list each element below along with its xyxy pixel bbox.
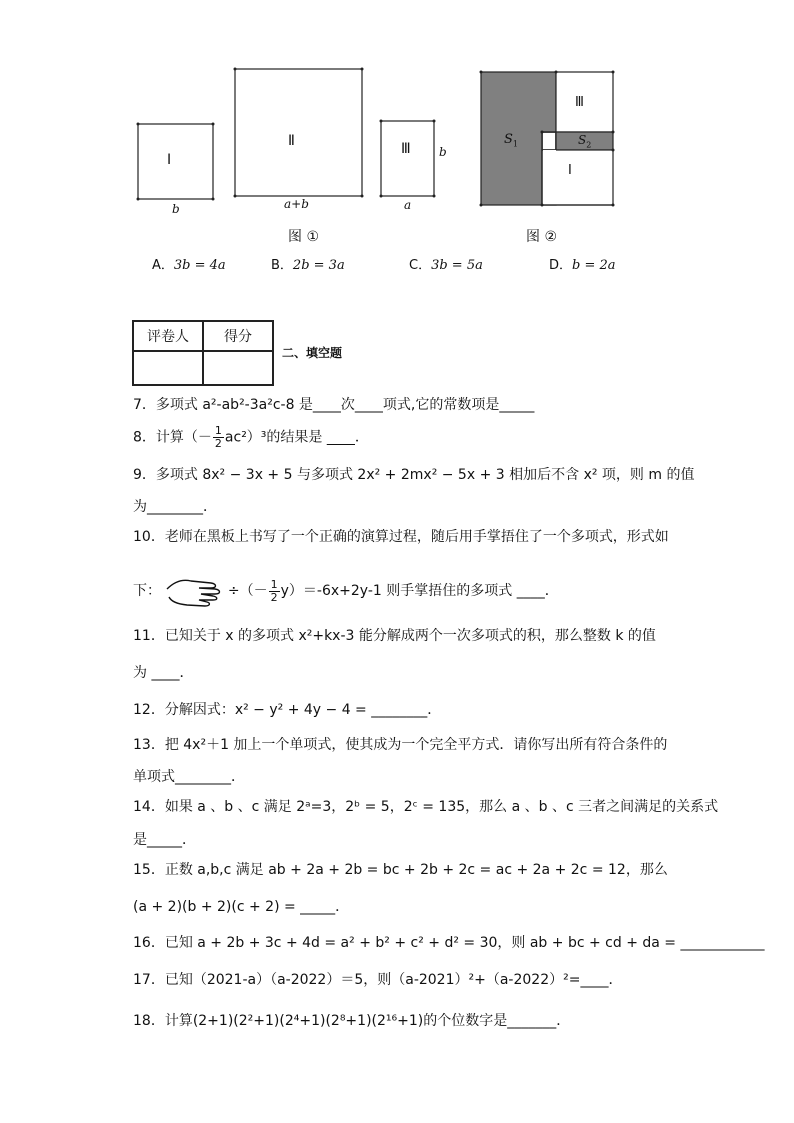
- score-cell[interactable]: [203, 351, 273, 385]
- side-b-right-label: b: [439, 145, 447, 159]
- option-d[interactable]: D．b = 2a: [549, 258, 616, 273]
- figure-two-caption: 图 ②: [526, 229, 558, 245]
- question-7: 7．多项式 a²-ab²-3a²c-8 是____次____项式,它的常数项是_____: [133, 397, 535, 413]
- figures-diagram: [0, 0, 794, 240]
- fig2-one-label: Ⅰ: [568, 163, 572, 178]
- question-15-line2: (a + 2)(b + 2)(c + 2) = _____．: [133, 899, 350, 915]
- side-b-label: b: [172, 202, 180, 216]
- question-14-line1: 14．如果 a 、b 、c 满足 2ᵃ=3，2ᵇ = 5，2ᶜ = 135，那么 a 、b 、c 三者之间满足的关系式: [133, 799, 719, 815]
- question-16: 16．已知 a + 2b + 3c + 4d = a² + b² + c² + d² = 30，则 ab + bc + cd + da = ____________: [133, 935, 765, 951]
- score-header: 得分: [203, 321, 273, 351]
- square-two-label: Ⅱ: [288, 133, 295, 149]
- question-10-line1: 10．老师在黑板上书写了一个正确的演算过程，随后用手掌捂住了一个多项式，形式如: [133, 529, 669, 545]
- score-table: [132, 320, 274, 386]
- fig2-three-label: Ⅲ: [575, 95, 584, 110]
- option-b[interactable]: B．2b = 3a: [271, 258, 345, 273]
- question-10-line2: 下： ÷（－ $\frac{1}{2}$ y）＝-6x+2y-1 则手掌捂住的多项式 ____．: [133, 575, 559, 607]
- question-13-line2: 单项式________．: [133, 769, 245, 785]
- question-14-line2: 是_____．: [133, 832, 196, 848]
- question-17: 17．已知（2021-a）（a-2022）＝5，则（a-2021）²+（a-2022）²=____．: [133, 972, 623, 988]
- option-a[interactable]: A．3b = 4a: [152, 258, 226, 273]
- grader-header: 评卷人: [133, 321, 203, 351]
- question-9-line1: 9．多项式 8x² − 3x + 5 与多项式 2x² + 2mx² − 5x + 3 相加后不含 x² 项，则 m 的值: [133, 467, 695, 483]
- question-9-line2: 为________．: [133, 499, 217, 515]
- s1-label: $S_1$: [504, 132, 518, 149]
- option-c[interactable]: C．3b = 5a: [409, 258, 483, 273]
- s2-label: $S_2$: [578, 133, 592, 150]
- side-a-plus-b-label: a+b: [284, 197, 309, 211]
- square-two: [235, 69, 362, 196]
- figure-one-caption: 图 ①: [288, 229, 320, 245]
- question-13-line1: 13．把 4x²＋1 加上一个单项式，使其成为一个完全平方式．请你写出所有符合条件的: [133, 737, 668, 753]
- rect-three: [381, 121, 434, 196]
- square-one: [138, 124, 213, 199]
- side-a-label: a: [404, 198, 412, 212]
- rect-three-label: Ⅲ: [401, 141, 411, 157]
- question-8: 8．计算（－ $\frac{1}{2}$ ac²）³的结果是 ____．: [133, 424, 369, 450]
- grader-cell[interactable]: [133, 351, 203, 385]
- fig2-rect-three: [556, 72, 613, 132]
- question-12: 12．分解因式：x² − y² + 4y − 4 = ________．: [133, 702, 442, 718]
- question-11-line2: 为 ____．: [133, 665, 194, 681]
- hand-icon: [165, 575, 223, 607]
- question-18: 18．计算(2+1)(2²+1)(2⁴+1)(2⁸+1)(2¹⁶+1)的个位数字是_______．: [133, 1013, 571, 1029]
- question-15-line1: 15．正数 a,b,c 满足 ab + 2a + 2b = bc + 2b + 2c = ac + 2a + 2c = 12，那么: [133, 862, 668, 878]
- square-one-label: Ⅰ: [167, 152, 172, 168]
- question-11-line1: 11．已知关于 x 的多项式 x²+kx-3 能分解成两个一次多项式的积，那么整数 k 的值: [133, 628, 656, 644]
- section-title: 二、填空题: [282, 346, 343, 360]
